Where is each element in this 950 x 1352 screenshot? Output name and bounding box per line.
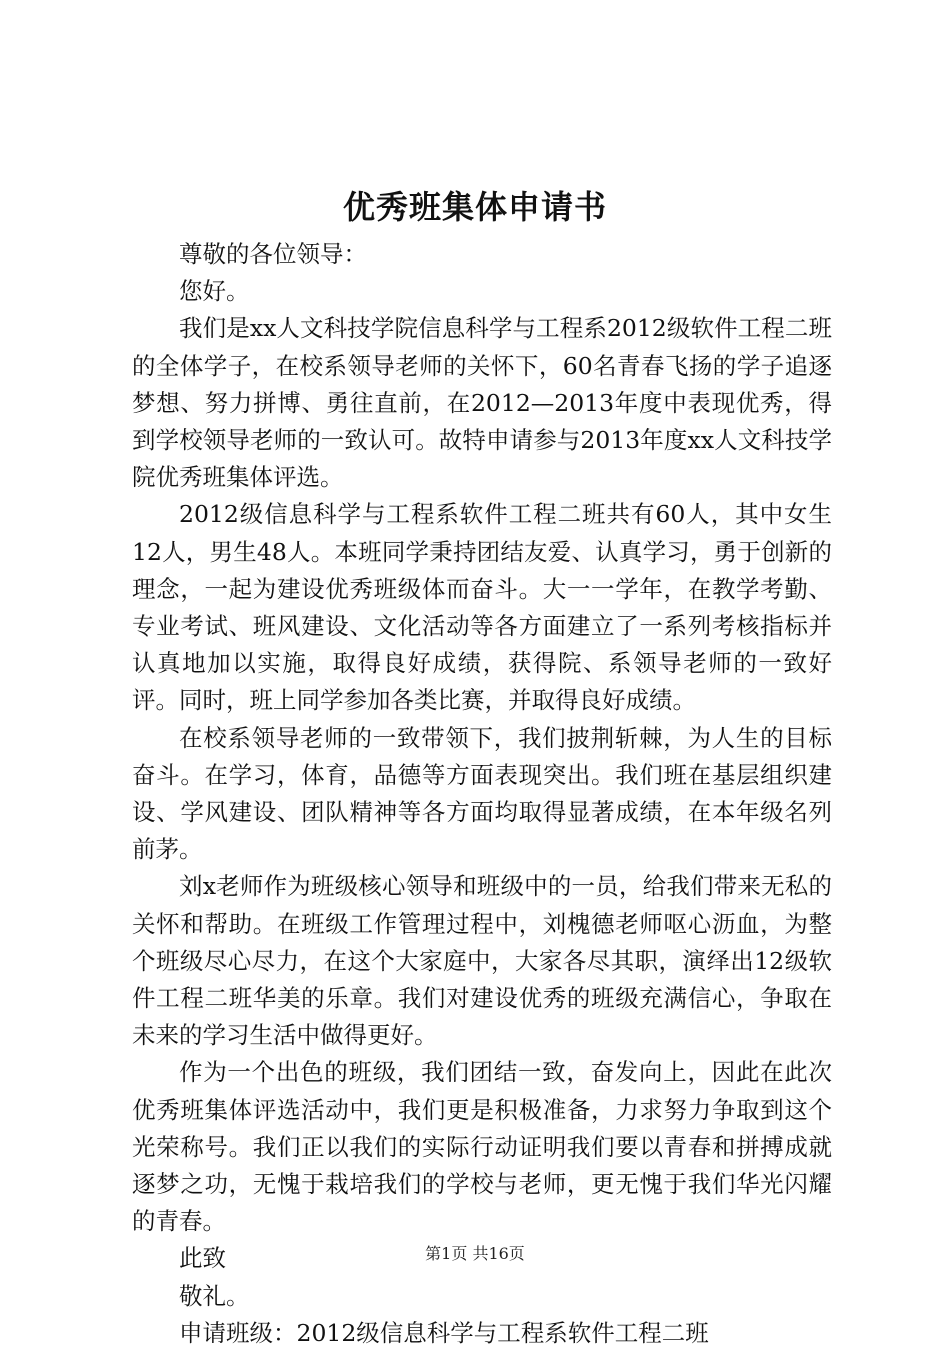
closing-line-2: 敬礼。 [179,1281,250,1310]
paragraph-achievements: 在校系领导老师的一致带领下，我们披荆斩棘，为人生的目标奋斗。在学习，体育，品德等方面表现突出。我们班在基层组织建设、学风建设、团队精神等各方面均取得显著成绩，在本年级名列前茅。 [132,723,832,864]
closing-line-1: 此致 [179,1244,226,1273]
paragraph-conclusion: 作为一个出色的班级，我们团结一致，奋发向上，因此在此次优秀班集体评选活动中，我们更是积极准备，力求努力争取到这个光荣称号。我们正以我们的实际行动证明我们要以青春和拼搏成就逐梦之功，无愧于栽培我们的学校与老师，更无愧于我们华光闪耀的青春。 [132,1058,832,1236]
salutation: 尊敬的各位领导： [179,240,367,268]
page-footer: 第1页 共16页 [425,1244,525,1263]
paragraph-teacher: 刘x老师作为班级核心领导和班级中的一员，给我们带来无私的关怀和帮助。在班级工作管理过程中，刘槐德老师呕心沥血，为整个班级尽心尽力，在这个大家庭中，大家各尽其职，演绎出12级软件工程二班华美的乐章。我们对建设优秀的班级充满信心，争取在未来的学习生活中做得更好。 [132,872,832,1050]
document-body [132,236,832,1352]
document-title: 优秀班集体申请书 [342,188,607,226]
paragraph-intro: 我们是xx人文科技学院信息科学与工程系2012级软件工程二班的全体学子，在校系领导老师的关怀下，60名青春飞扬的学子追逐梦想、努力拼博、勇往直前，在2012—2013年度中表现优秀，得到学校领导老师的一致认可。故特申请参与2013年度xx人文科技学院优秀班集体评选。 [132,314,832,492]
applicant-line: 申请班级：2012级信息科学与工程系软件工程二班 [179,1318,709,1347]
paragraph-class-overview: 2012级信息科学与工程系软件工程二班共有60人，其中女生12人，男生48人。本班同学秉持团结友爱、认真学习，勇于创新的理念，一起为建设优秀班级体而奋斗。大一一学年，在教学考勤、专业考试、班风建设、文化活动等各方面建立了一系列考核指标并认真地加以实施，取得良好成绩，获得院、系领导老师的一致好评。同时，班上同学参加各类比赛，并取得良好成绩。 [132,500,832,715]
greeting: 您好。 [179,277,250,306]
